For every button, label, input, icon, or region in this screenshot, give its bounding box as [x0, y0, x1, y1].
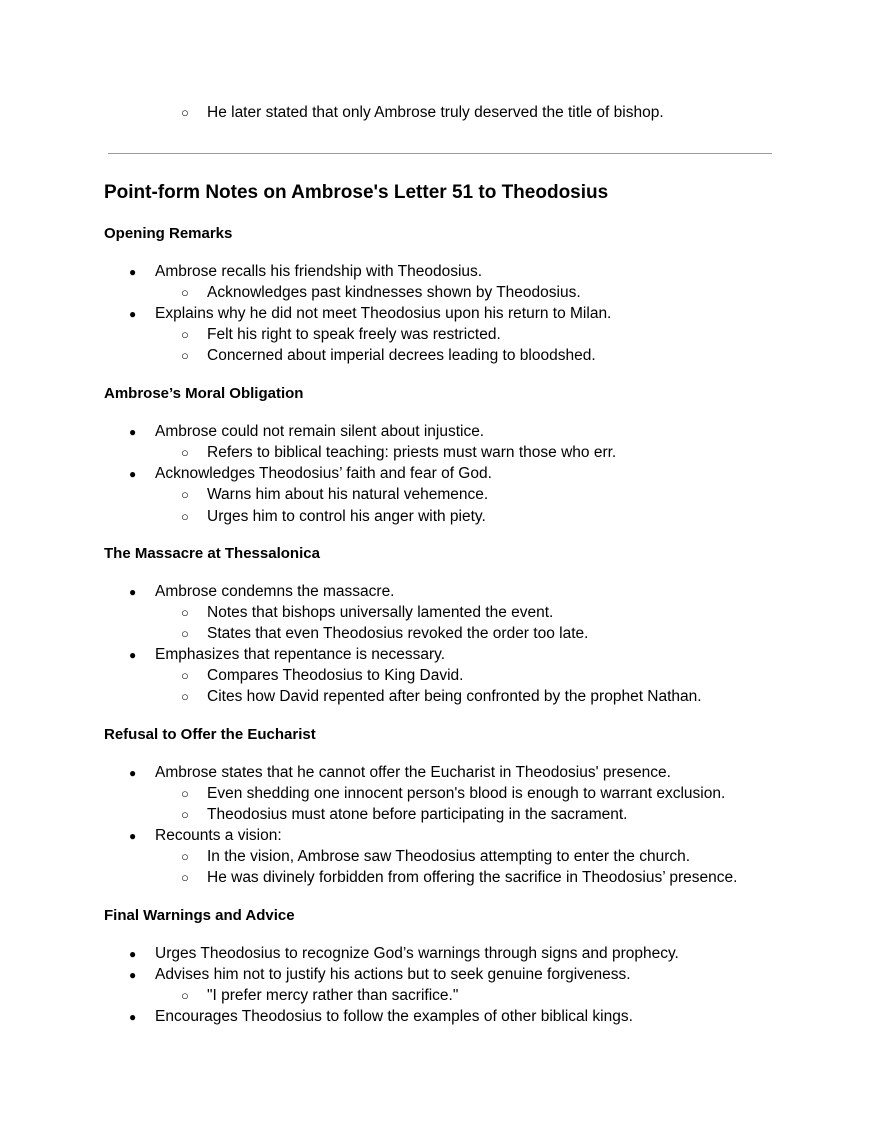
- bullet-item: ● Ambrose states that he cannot offer the Eucharist in Theodosius' presence.: [129, 764, 671, 781]
- hollow-circle-bullet-icon: ○: [181, 988, 189, 1003]
- sub-bullet-item: ○ Acknowledges past kindnesses shown by Theodosius.: [181, 284, 581, 301]
- sub-bullet-item: ○ "I prefer mercy rather than sacrifice.": [181, 987, 459, 1004]
- sub-bullet-item: ○ Theodosius must atone before participating in the sacrament.: [181, 806, 628, 823]
- bullet-item: ● Urges Theodosius to recognize God’s warnings through signs and prophecy.: [129, 945, 679, 962]
- hollow-circle-bullet-icon: ○: [181, 668, 189, 683]
- horizontal-divider: [108, 153, 772, 154]
- filled-circle-bullet-icon: ●: [129, 585, 137, 599]
- bullet-item: ● Ambrose could not remain silent about injustice.: [129, 423, 485, 440]
- bullet-item: ● Ambrose condemns the massacre.: [129, 583, 395, 600]
- hollow-circle-bullet-icon: ○: [181, 327, 189, 342]
- bullet-item: ● Ambrose recalls his friendship with Theodosius.: [129, 263, 483, 280]
- sub-bullet-item: ○ In the vision, Ambrose saw Theodosius attempting to enter the church.: [181, 848, 691, 865]
- bullet-item: ● Explains why he did not meet Theodosius upon his return to Milan.: [129, 305, 612, 322]
- hollow-circle-bullet-icon: ○: [181, 487, 189, 502]
- bullet-item: ● Acknowledges Theodosius’ faith and fear of God.: [129, 465, 492, 482]
- sub-bullet-item: ○ Felt his right to speak freely was restricted.: [181, 326, 501, 343]
- filled-circle-bullet-icon: ●: [129, 1010, 137, 1024]
- sub-bullet-item: ○ Refers to biblical teaching: priests must warn those who err.: [181, 444, 617, 461]
- sub-bullet-item: ○ Notes that bishops universally lamented the event.: [181, 604, 554, 621]
- bullet-item: ● Emphasizes that repentance is necessary.: [129, 646, 446, 663]
- filled-circle-bullet-icon: ●: [129, 968, 137, 982]
- filled-circle-bullet-icon: ●: [129, 947, 137, 961]
- filled-circle-bullet-icon: ●: [129, 307, 137, 321]
- hollow-circle-bullet-icon: ○: [181, 605, 189, 620]
- hollow-circle-bullet-icon: ○: [181, 807, 189, 822]
- hollow-circle-bullet-icon: ○: [181, 348, 189, 363]
- bullet-item: ● Encourages Theodosius to follow the examples of other biblical kings.: [129, 1008, 633, 1025]
- hollow-circle-bullet-icon: ○: [181, 509, 189, 524]
- hollow-circle-bullet-icon: ○: [181, 285, 189, 300]
- sub-bullet-item: ○ States that even Theodosius revoked the order too late.: [181, 625, 589, 642]
- filled-circle-bullet-icon: ●: [129, 467, 137, 481]
- sub-bullet-item: ○ Even shedding one innocent person's blood is enough to warrant exclusion.: [181, 785, 726, 802]
- sub-bullet-item: ○ He later stated that only Ambrose truly deserved the title of bishop.: [181, 104, 664, 121]
- filled-circle-bullet-icon: ●: [129, 648, 137, 662]
- filled-circle-bullet-icon: ●: [129, 829, 137, 843]
- sub-bullet-item: ○ Urges him to control his anger with piety.: [181, 508, 486, 525]
- hollow-circle-bullet-icon: ○: [181, 689, 189, 704]
- bullet-item: ● Advises him not to justify his actions but to seek genuine forgiveness.: [129, 966, 631, 983]
- filled-circle-bullet-icon: ●: [129, 766, 137, 780]
- filled-circle-bullet-icon: ●: [129, 425, 137, 439]
- sub-bullet-item: ○ Concerned about imperial decrees leading to bloodshed.: [181, 347, 596, 364]
- section-heading: Refusal to Offer the Eucharist: [104, 726, 316, 743]
- sub-bullet-item: ○ Compares Theodosius to King David.: [181, 667, 464, 684]
- sub-bullet-item: ○ He was divinely forbidden from offering the sacrifice in Theodosius’ presence.: [181, 869, 738, 886]
- hollow-circle-bullet-icon: ○: [181, 870, 189, 885]
- hollow-circle-bullet-icon: ○: [181, 849, 189, 864]
- filled-circle-bullet-icon: ●: [129, 265, 137, 279]
- bullet-item: ● Recounts a vision:: [129, 827, 282, 844]
- sub-bullet-item: ○ Warns him about his natural vehemence.: [181, 486, 489, 503]
- section-heading: Ambrose’s Moral Obligation: [104, 385, 304, 402]
- sub-bullet-item: ○ Cites how David repented after being confronted by the prophet Nathan.: [181, 688, 702, 705]
- section-heading: Final Warnings and Advice: [104, 907, 295, 924]
- hollow-circle-bullet-icon: ○: [181, 786, 189, 801]
- document-title: Point-form Notes on Ambrose's Letter 51 to Theodosius: [104, 182, 609, 203]
- hollow-circle-bullet-icon: ○: [181, 105, 189, 120]
- section-heading: Opening Remarks: [104, 225, 233, 242]
- hollow-circle-bullet-icon: ○: [181, 445, 189, 460]
- hollow-circle-bullet-icon: ○: [181, 626, 189, 641]
- section-heading: The Massacre at Thessalonica: [104, 545, 320, 562]
